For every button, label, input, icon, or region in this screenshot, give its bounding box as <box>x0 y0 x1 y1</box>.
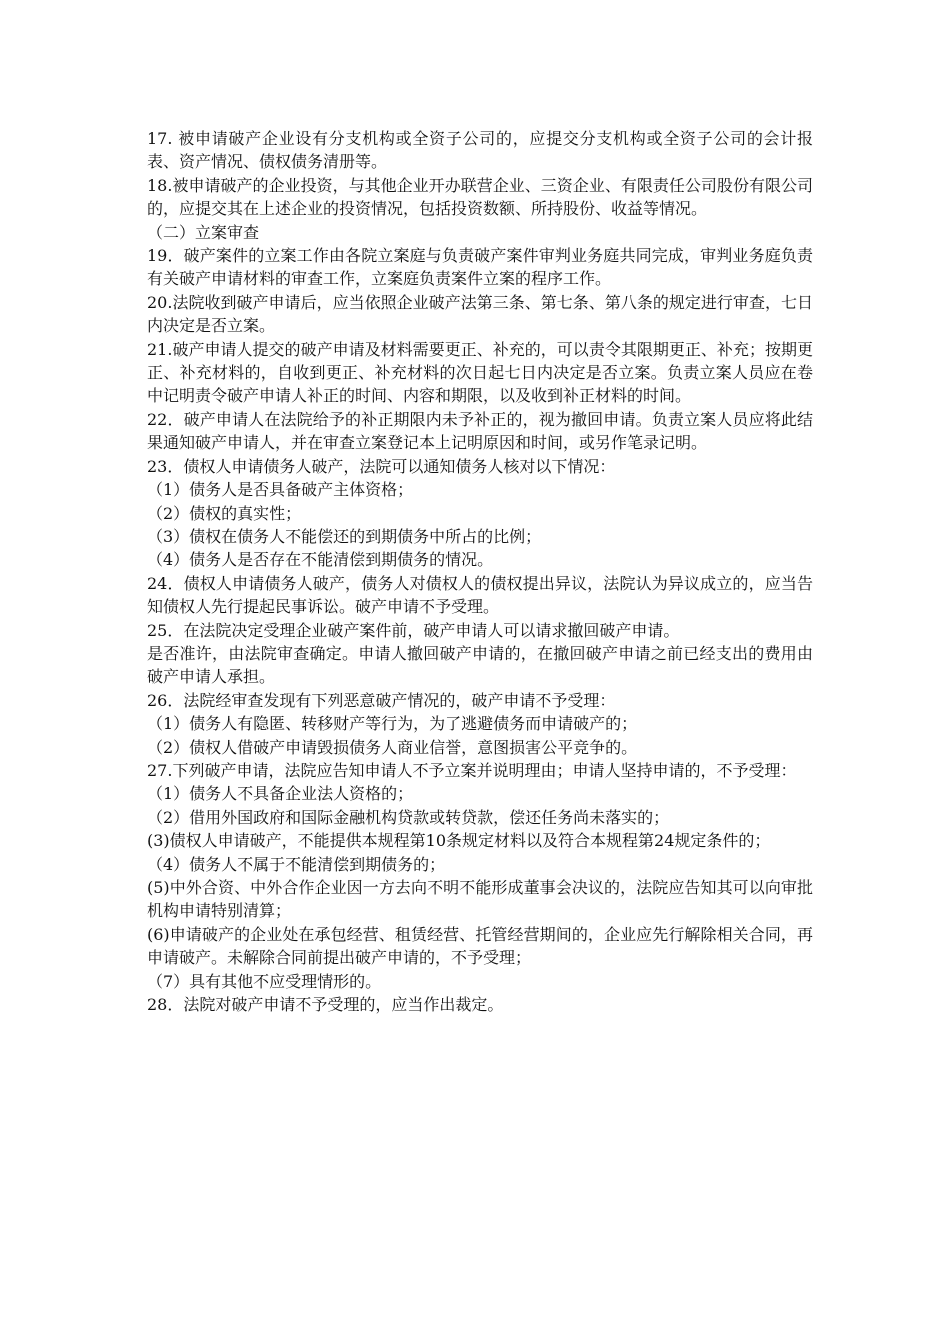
paragraph-27: 27.下列破产申请，法院应告知申请人不予立案并说明理由；申请人坚持申请的，不予受理： <box>147 760 797 780</box>
list-item-23-3: （3）债权在债务人不能偿还的到期债务中所占的比例； <box>147 526 542 546</box>
list-item-23-4: （4）债务人是否存在不能清偿到期债务的情况。 <box>147 550 494 570</box>
paragraph-20: 20.法院收到破产申请后，应当依照企业破产法第三条、第七条、第八条的规定进行审查，七日内决定是否立案。 <box>147 292 813 336</box>
paragraph-26: 26．法院经审查发现有下列恶意破产情况的，破产申请不予受理： <box>147 690 616 710</box>
paragraph-21: 21.破产申请人提交的破产申请及材料需要更正、补充的，可以责令其限期更正、补充；按期更正、补充材料的，自收到更正、补充材料的次日起七日内决定是否立案。负责立案人员应在卷中记明责令破产申请人补正的时间、内容和期限，以及收到补正材料的时间。 <box>147 339 813 406</box>
paragraph-25-continued: 是否准许，由法院审查确定。申请人撤回破产申请的，在撤回破产申请之前已经支出的费用由破产申请人承担。 <box>147 643 813 687</box>
list-item-27-3: (3)债权人申请破产，不能提供本规程第10条规定材料以及符合本规程第24规定条件的； <box>147 831 771 851</box>
list-item-23-1: （1）债务人是否具备破产主体资格； <box>147 480 414 500</box>
paragraph-23: 23．债权人申请债务人破产，法院可以通知债务人核对以下情况： <box>147 456 616 476</box>
list-item-27-4: （4）债务人不属于不能清偿到期债务的； <box>147 854 446 874</box>
list-item-26-1: （1）债务人有隐匿、转移财产等行为，为了逃避债务而申请破产的； <box>147 714 638 734</box>
paragraph-24: 24．债权人申请债务人破产，债务人对债权人的债权提出异议，法院认为异议成立的，应当告知债权人先行提起民事诉讼。破产申请不予受理。 <box>147 573 813 617</box>
list-item-27-5: (5)中外合资、中外合作企业因一方去向不明不能形成董事会决议的，法院应告知其可以向审批机构申请特别清算； <box>147 878 813 921</box>
list-item-27-6: (6)申请破产的企业处在承包经营、租赁经营、托管经营期间的，企业应先行解除相关合同，再申请破产。未解除合同前提出破产申请的，不予受理； <box>147 924 813 968</box>
list-item-26-2: （2）债权人借破产申请毁损债务人商业信誉，意图损害公平竞争的。 <box>147 737 638 757</box>
list-item-27-2: （2）借用外国政府和国际金融机构贷款或转贷款，偿还任务尚未落实的； <box>147 807 670 827</box>
paragraph-18: 18.被申请破产的企业投资，与其他企业开办联营企业、三资企业、有限责任公司股份有限公司的，应提交其在上述企业的投资情况，包括投资数额、所持股份、收益等情况。 <box>147 175 813 219</box>
paragraph-25: 25．在法院决定受理企业破产案件前，破产申请人可以请求撤回破产申请。 <box>147 620 680 640</box>
list-item-27-1: （1）债务人不具备企业法人资格的； <box>147 784 414 804</box>
paragraph-28: 28．法院对破产申请不予受理的，应当作出裁定。 <box>147 995 504 1015</box>
section-heading-filing-review: （二）立案审查 <box>147 222 260 242</box>
list-item-27-7: （7）具有其他不应受理情形的。 <box>147 971 382 991</box>
document-page <box>147 127 813 1016</box>
paragraph-22: 22．破产申请人在法院给予的补正期限内未予补正的，视为撤回申请。负责立案人员应将此结果通知破产申请人，并在审查立案登记本上记明原因和时间，或另作笔录记明。 <box>147 409 813 453</box>
paragraph-17: 17. 被申请破产企业设有分支机构或全资子公司的，应提交分支机构或全资子公司的会计报表、资产情况、债权债务清册等。 <box>147 129 813 172</box>
list-item-23-2: （2）债权的真实性； <box>147 503 302 523</box>
paragraph-19: 19．破产案件的立案工作由各院立案庭与负责破产案件审判业务庭共同完成，审判业务庭负责有关破产申请材料的审查工作，立案庭负责案件立案的程序工作。 <box>147 246 813 289</box>
